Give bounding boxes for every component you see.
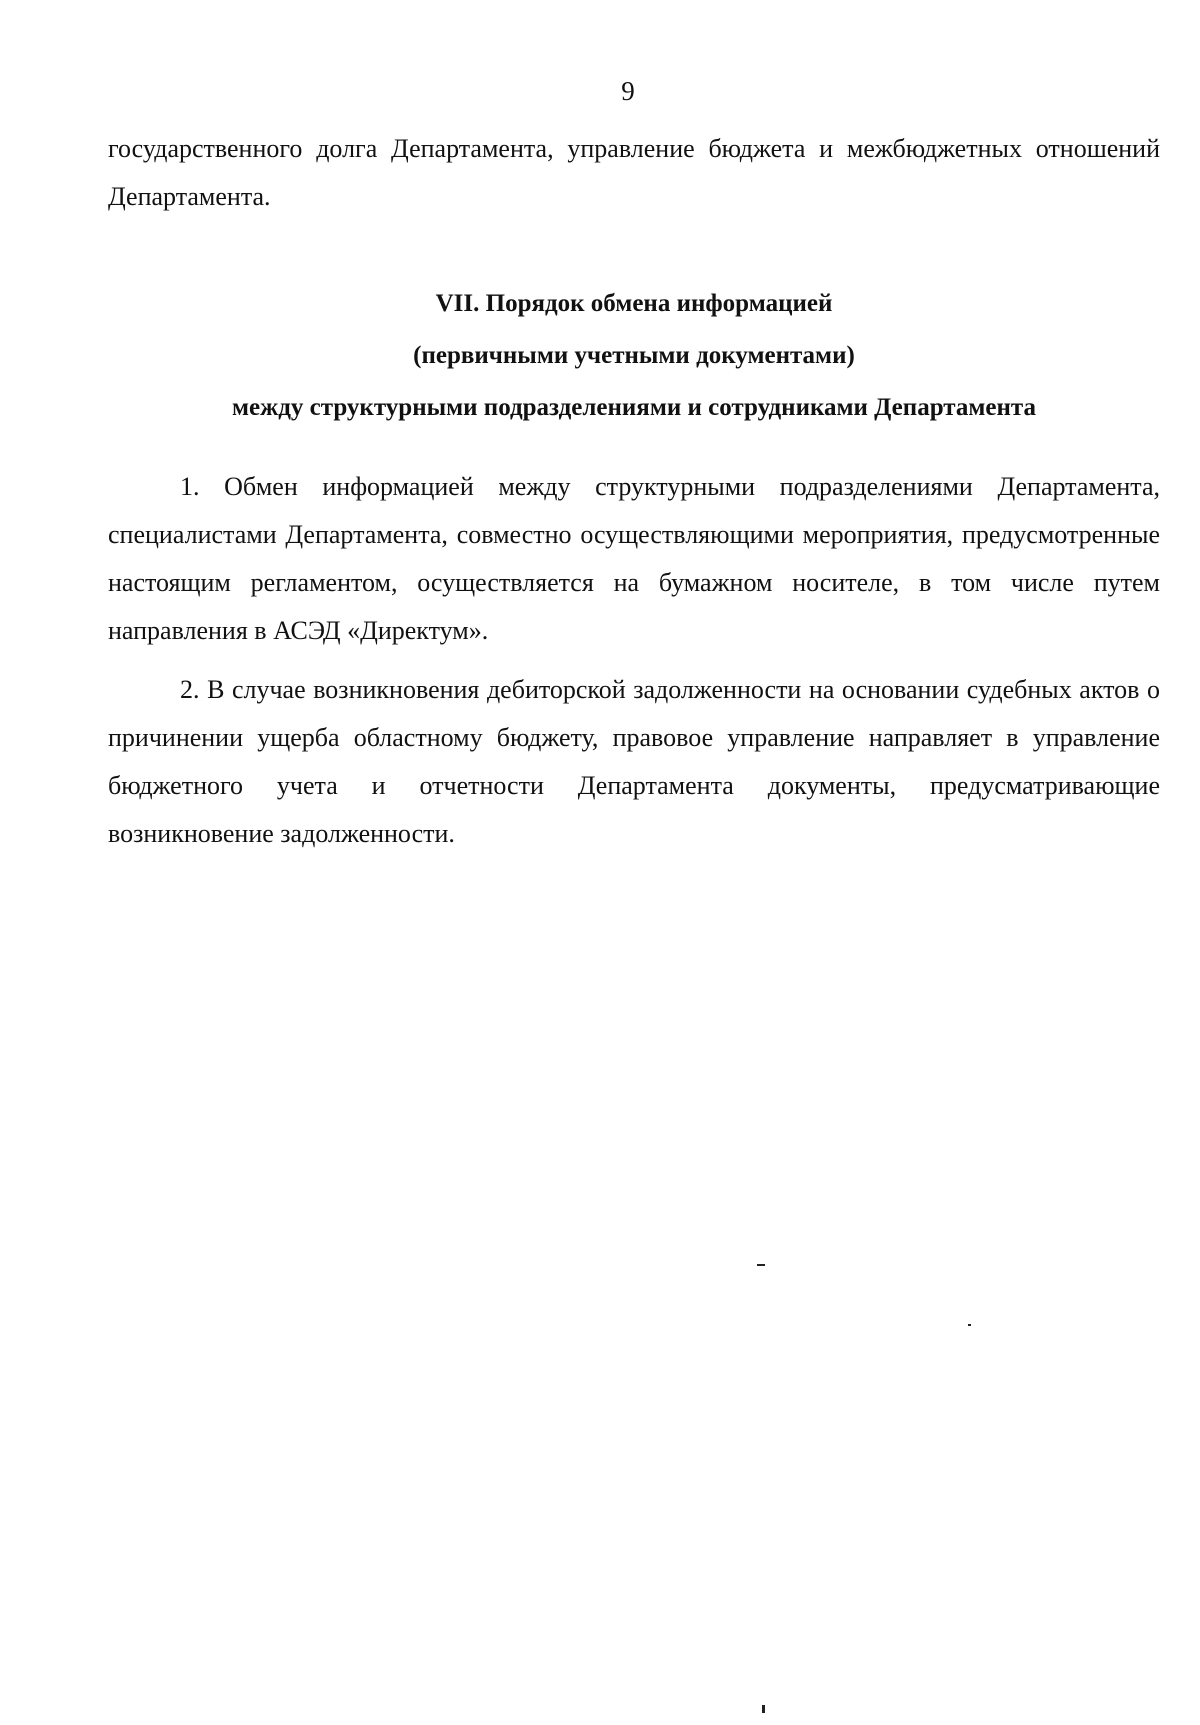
section-heading-line-2: (первичными учетными документами) (413, 342, 855, 369)
section-heading (108, 278, 1160, 434)
paragraph-1: 1. Обмен информацией между структурными подразделениями Департамента, специалистами Департамента, совместно осуществляющими мероприятия, предусмотренные настоящим регламентом, осуществляется на бумажном носителе, в том числе путем направления в АСЭД «Директум». (108, 472, 1160, 645)
scan-speck (968, 1324, 971, 1326)
section-heading-line-1: VII. Порядок обмена информацией (435, 290, 833, 317)
page-number: 9 (621, 76, 635, 106)
scan-speck (762, 1705, 765, 1713)
continued-paragraph: государственного долга Департамента, управление бюджета и межбюджетных отношений Департамента. (108, 134, 1160, 211)
paragraph-2: 2. В случае возникновения дебиторской задолженности на основании судебных актов о причинении ущерба областному бюджету, правовое управление направляет в управление бюджетного учета и отчетности Департамента документы, предусматривающие возникновение задолженности. (108, 675, 1160, 848)
scan-speck (757, 1264, 765, 1266)
section-heading-line-3: между структурными подразделениями и сотрудниками Департамента (232, 394, 1036, 421)
